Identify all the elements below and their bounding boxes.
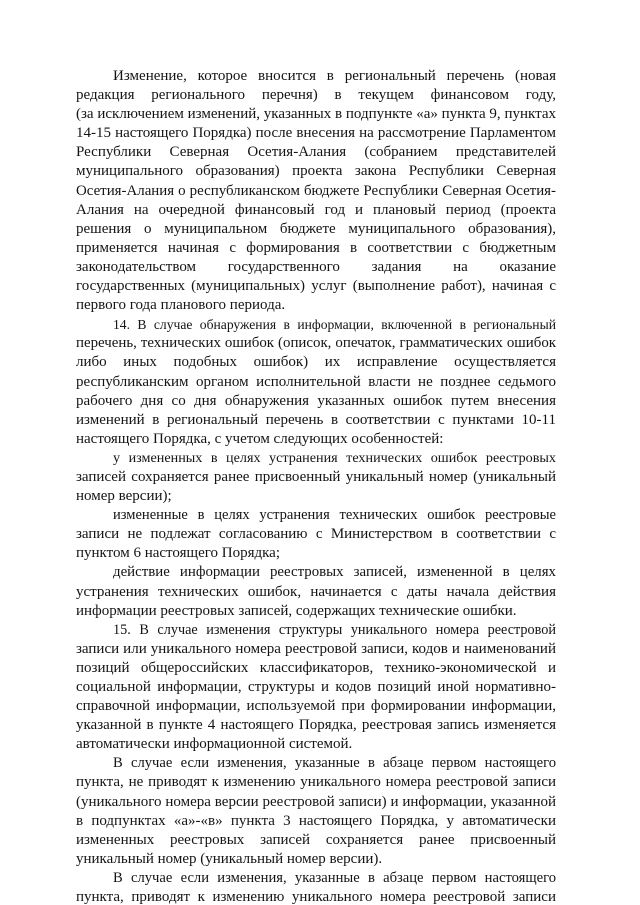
paragraph-regional-list-change xyxy=(76,67,556,315)
text-line: Осетия-Алания о республиканском бюджете Республики Северная Осетия- xyxy=(76,182,556,199)
text-line: перечень, технических ошибок (описок, опечаток, грамматических ошибок xyxy=(76,335,556,352)
text-line: государственных (муниципальных) услуг (выполнение работ), начиная с xyxy=(76,278,556,295)
text-line: муниципального образования) проекта закона Республики Северная xyxy=(76,163,556,180)
text-line: редакция регионального перечня) в текущем финансовом году, xyxy=(76,87,556,104)
paragraph-no-number-change xyxy=(76,754,556,869)
text-line: пункта, приводят к изменению уникального номера реестровой записи xyxy=(76,889,556,905)
text-line: 15. В случае изменения структуры уникального номера реестровой xyxy=(113,621,556,638)
paragraph-unique-number-kept xyxy=(76,449,556,506)
text-line: измененные в целях устранения технических ошибок реестровые xyxy=(113,507,556,524)
text-line: республиканским органом исполнительной власти не позднее седьмого xyxy=(76,373,556,390)
text-line: Изменение, которое вносится в региональный перечень (новая xyxy=(113,68,556,84)
text-line: (за исключением изменений, указанных в подпункте «а» пункта 9, пунктах xyxy=(76,106,556,123)
text-line: записей сохраняется ранее присвоенный уникальный номер (уникальный xyxy=(76,468,556,485)
text-line: (уникального номера версии реестровой записи) и информации, указанной xyxy=(76,793,556,810)
text-line: уникальный номер (уникальный номер версии). xyxy=(76,850,383,867)
paragraph-number-change xyxy=(76,869,556,905)
text-line: пункта, не приводят к изменению уникального номера реестровой записи xyxy=(76,774,556,791)
text-line: устранения технических ошибок, начинается с даты начала действия xyxy=(76,583,556,600)
paragraph-effective-date xyxy=(76,563,556,620)
text-line: автоматически информационной системой. xyxy=(76,736,353,753)
text-line: записи или уникального номера реестровой записи, кодов и наименований xyxy=(76,640,556,657)
text-line: законодательством государственного задания на оказание xyxy=(76,258,556,275)
paragraph-section-15 xyxy=(76,621,556,755)
text-line: пунктом 6 настоящего Порядка; xyxy=(76,545,281,562)
text-line: изменений в региональный перечень в соответствии с пунктами 10-11 xyxy=(76,411,556,428)
text-line: записи не подлежат согласованию с Министерством в соответствии с xyxy=(76,526,556,543)
text-line: Республики Северная Осетия-Алания (собранием представителей xyxy=(76,144,556,161)
text-line: 14-15 настоящего Порядка) после внесения на рассмотрение Парламентом xyxy=(76,125,556,142)
text-line: справочной информации, используемой при формировании информации, xyxy=(76,698,556,715)
text-line: либо иных подобных ошибок) их исправление осуществляется xyxy=(76,354,556,371)
text-line: решения о муниципальном бюджете муниципального образования), xyxy=(76,220,556,237)
text-line: 14. В случае обнаружения в информации, включенной в региональный xyxy=(113,317,556,333)
text-line: Алания на очередной финансовый год и плановый период (проекта xyxy=(76,201,556,218)
text-line: настоящего Порядка, с учетом следующих особенностей: xyxy=(76,430,444,447)
text-line: В случае если изменения, указанные в абзаце первом настоящего xyxy=(113,755,556,772)
text-line: номер версии); xyxy=(76,488,172,505)
text-line: информации реестровых записей, содержащих технические ошибки. xyxy=(76,602,517,619)
paragraph-section-14 xyxy=(76,315,556,449)
text-line: применяется начиная с формирования в соответствии с бюджетным xyxy=(76,239,556,256)
document-body xyxy=(76,67,556,905)
text-line: позиций общероссийских классификаторов, технико-экономической и xyxy=(76,659,556,676)
text-line: В случае если изменения, указанные в абзаце первом настоящего xyxy=(113,869,556,886)
text-line: указанной в пункте 4 настоящего Порядка, реестровая запись изменяется xyxy=(76,717,556,734)
text-line: измененных реестровых записей сохраняется ранее присвоенный xyxy=(76,831,556,848)
text-line: социальной информации, структуры и кодов позиций иной нормативно- xyxy=(76,679,556,695)
text-line: в подпунктах «а»-«в» пункта 3 настоящего Порядка, у автоматически xyxy=(76,812,556,829)
paragraph-no-approval-needed xyxy=(76,506,556,563)
text-line: рабочего дня со дня обнаружения указанных ошибок путем внесения xyxy=(76,392,556,409)
text-line: первого года планового периода. xyxy=(76,297,286,314)
text-line: действие информации реестровых записей, измененной в целях xyxy=(113,564,556,581)
text-line: у измененных в целях устранения технических ошибок реестровых xyxy=(113,449,556,466)
